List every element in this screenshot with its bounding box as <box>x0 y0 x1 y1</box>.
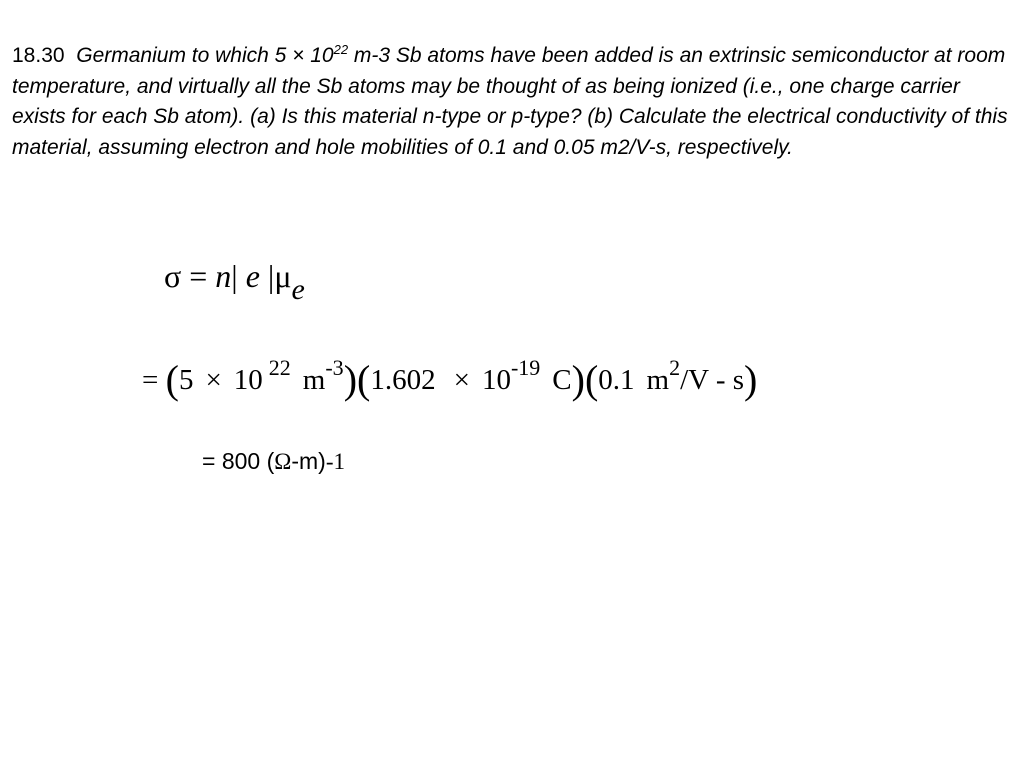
open-paren: ( <box>165 357 179 402</box>
result-exponent: -1 <box>325 449 345 474</box>
result-text: = 800 ( <box>202 448 275 474</box>
omega-symbol: Ω <box>274 449 292 474</box>
substitution-equation <box>142 352 758 402</box>
close-paren: ) <box>571 357 585 402</box>
conductivity-equation <box>164 258 305 306</box>
power-base: 10 <box>233 364 263 396</box>
open-paren: ( <box>584 357 599 402</box>
unit-exponent: -3 <box>325 355 344 380</box>
electron-charge-coefficient: 1.602 <box>370 364 436 396</box>
times-sign: × <box>205 364 222 396</box>
equals-sign: = <box>189 258 208 294</box>
abs-bar-right: | <box>267 258 275 294</box>
e-variable: e <box>245 258 260 294</box>
sigma-symbol: σ <box>164 258 182 294</box>
n-variable: n <box>215 258 232 294</box>
unit-coulomb: C <box>552 364 572 396</box>
mobility-coefficient: 0.1 <box>598 364 635 396</box>
problem-number: 18.30 <box>12 44 65 67</box>
result-line <box>202 448 345 475</box>
mu-subscript: e <box>291 273 305 306</box>
power-base: 10 <box>481 364 511 396</box>
times-sign: × <box>453 364 470 396</box>
problem-text-part-a: Germanium to which 5 × 10 <box>76 44 334 67</box>
carrier-concentration-coefficient: 5 <box>178 364 194 396</box>
problem-text-part-b: m-3 Sb atoms have been added is an extrinsic semiconductor at room temperature, and virtually all the Sb atoms may be thought of as being ionized (i.e., one charge carrier exists for each Sb atom). (a) Is this material n-type or p-type? (b) Calculate the electrical conductivity of this material, assuming electron and hole mobilities of 0.1 and 0.05 m2/V-s, respectively. <box>12 44 1008 159</box>
problem-text-superscript: 22 <box>333 42 349 57</box>
problem-statement <box>12 41 1017 163</box>
open-paren: ( <box>357 357 371 402</box>
problem-text <box>12 44 1008 159</box>
abs-bar-left: | <box>231 258 238 294</box>
unit-exponent: 2 <box>669 355 681 380</box>
equals-sign: = <box>142 364 159 396</box>
mu-symbol: μ <box>274 258 292 294</box>
power-exponent: 22 <box>268 355 291 380</box>
result-unit: -m) <box>291 448 326 474</box>
close-paren: ) <box>343 357 358 402</box>
unit-m: m <box>302 364 326 396</box>
unit-m: m <box>646 364 670 396</box>
unit-rest: /V - s <box>680 364 745 396</box>
power-exponent: -19 <box>510 355 541 380</box>
close-paren: ) <box>744 357 758 402</box>
